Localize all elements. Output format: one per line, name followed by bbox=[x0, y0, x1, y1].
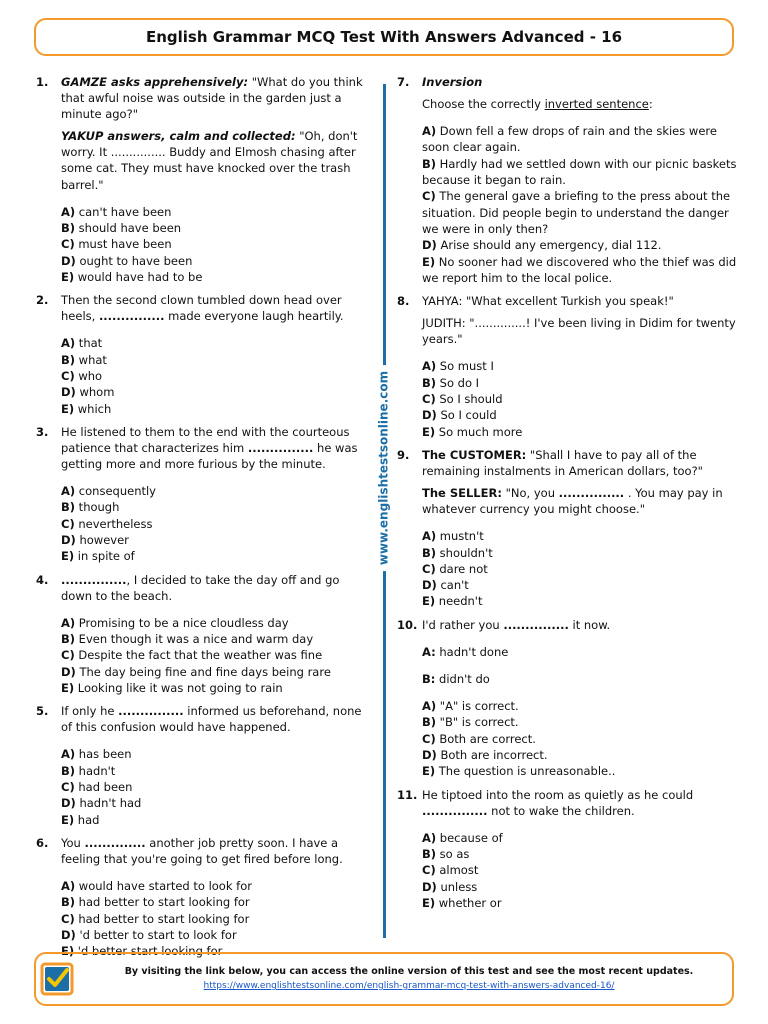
title-box bbox=[34, 18, 734, 56]
option-a[interactable]: A) So must I bbox=[422, 359, 494, 374]
option-d[interactable]: D) So I could bbox=[422, 408, 497, 423]
option-c[interactable]: C) had better to start looking for bbox=[61, 911, 250, 926]
question-number: 10. bbox=[397, 617, 418, 632]
option-c[interactable]: C) almost bbox=[422, 863, 479, 878]
option-c[interactable]: C) dare not bbox=[422, 561, 488, 576]
blank: ............... bbox=[558, 486, 625, 501]
option-c[interactable]: C) Despite the fact that the weather was fine bbox=[61, 648, 323, 663]
options bbox=[422, 358, 737, 439]
question-3: 3. He listened to them to the end with the courteous patience that characterizes him ............... he was getting more and more furious by the minute. A) consequently B) though C) nevertheless D) however E) in spite of bbox=[36, 424, 372, 569]
option-e[interactable]: E) So much more bbox=[422, 424, 523, 439]
speaker: YAKUP answers, calm and collected: bbox=[61, 129, 296, 144]
option-c[interactable]: C) So I should bbox=[422, 392, 503, 407]
option-b[interactable]: B) what bbox=[61, 352, 107, 367]
option-c[interactable]: C) who bbox=[61, 368, 103, 383]
option-e[interactable]: E) needn't bbox=[422, 594, 483, 609]
option-e[interactable]: E) had bbox=[61, 812, 100, 827]
option-e[interactable]: E) which bbox=[61, 401, 112, 416]
question-text: YAHYA: "What excellent Turkish you speak!" bbox=[422, 294, 674, 309]
option-a[interactable]: A) Promising to be a nice cloudless day bbox=[61, 615, 289, 630]
option-a[interactable]: A) can't have been bbox=[61, 204, 172, 219]
options bbox=[61, 335, 372, 416]
question-5: 5. If only he ............... informed us beforehand, none of this confusion would have happened. A) has been B) hadn't C) had been D) hadn't had E) had bbox=[36, 703, 372, 832]
blank: ............... bbox=[503, 617, 569, 632]
question-text: "Oh, don't worry. It ............... Buddy and Elmosh chasing after some cat. They must have knocked over the trash barrel." bbox=[61, 129, 358, 192]
option-a[interactable]: A) consequently bbox=[61, 484, 156, 499]
speaker: The CUSTOMER: bbox=[422, 447, 527, 462]
option-a[interactable]: A) "A" is correct. bbox=[422, 699, 519, 714]
footer-note: By visiting the link below, you can access the online version of this test and see the most recent updates. bbox=[124, 966, 694, 977]
options bbox=[61, 878, 372, 959]
question-4: 4. ..............., I decided to take the day off and go down to the beach. A) Promising to be a nice cloudless day B) Even though it was a nice and warm day C) Despite the fact that the weather was fine D) The day being fine and fine days being rare E) Looking like it was not going to rain bbox=[36, 572, 372, 701]
question-number: 8. bbox=[397, 294, 410, 309]
option-a[interactable]: A) because of bbox=[422, 830, 503, 845]
options bbox=[422, 528, 737, 609]
options bbox=[422, 698, 737, 779]
option-c[interactable]: C) nevertheless bbox=[61, 516, 153, 531]
left-column bbox=[36, 74, 372, 967]
options bbox=[422, 830, 737, 911]
right-column bbox=[397, 74, 737, 918]
option-d[interactable]: D) unless bbox=[422, 879, 478, 894]
option-a[interactable]: A) has been bbox=[61, 747, 132, 762]
option-c[interactable]: C) had been bbox=[61, 780, 133, 795]
question-9: 9. The CUSTOMER: "Shall I have to pay all of the remaining instalments in American dollars, too?" The SELLER: "No, you ............... . You may pay in whatever currency you might choose." A) mustn't B) shouldn't C) dare not D) can't E) needn't bbox=[397, 447, 737, 614]
blank: ............... bbox=[118, 704, 184, 719]
blank: .............. bbox=[84, 835, 146, 850]
option-e[interactable]: E) in spite of bbox=[61, 549, 135, 564]
option-b[interactable]: B) Hardly had we settled down with our picnic baskets because it began to rain. bbox=[422, 156, 737, 188]
page-title: English Grammar MCQ Test With Answers Advanced - 16 bbox=[145, 27, 623, 46]
option-b[interactable]: B) "B" is correct. bbox=[422, 715, 519, 730]
option-e[interactable]: E) No sooner had we discovered who the thief was did we report him to the local police. bbox=[422, 254, 737, 285]
site-watermark: www.englishtestsonline.com bbox=[372, 365, 397, 571]
option-e[interactable]: E) whether or bbox=[422, 895, 502, 910]
question-text: JUDITH: "..............! I've been living in Didim for twenty years." bbox=[422, 316, 736, 347]
question-heading: Inversion bbox=[422, 75, 483, 89]
option-d[interactable]: D) whom bbox=[61, 385, 115, 400]
question-number: 11. bbox=[397, 787, 418, 802]
option-b[interactable]: B) though bbox=[61, 500, 120, 515]
options bbox=[61, 204, 372, 285]
option-c[interactable]: C) must have been bbox=[61, 237, 172, 252]
option-d[interactable]: D) Both are incorrect. bbox=[422, 747, 548, 762]
question-number: 1. bbox=[36, 75, 49, 89]
option-d[interactable]: D) however bbox=[61, 532, 129, 547]
option-e[interactable]: E) 'd better start looking for bbox=[61, 944, 223, 959]
question-number: 7. bbox=[397, 75, 410, 89]
footer-box bbox=[34, 952, 734, 1006]
speaker: GAMZE asks apprehensively: bbox=[61, 75, 249, 89]
option-a[interactable]: A) would have started to look for bbox=[61, 879, 252, 894]
options bbox=[61, 483, 372, 564]
blank: ............... bbox=[61, 572, 127, 587]
option-e[interactable]: E) Looking like it was not going to rain bbox=[61, 680, 283, 695]
option-b[interactable]: B) had better to start looking for bbox=[61, 895, 250, 910]
option-b[interactable]: B) should have been bbox=[61, 220, 182, 235]
option-d[interactable]: D) ought to have been bbox=[61, 253, 193, 268]
question-7: 7. Inversion Choose the correctly inverted sentence: A) Down fell a few drops of rain and the skies were soon clear again. B) Hardly had we settled down with our picnic baskets because it began to rain. C) The general gave a briefing to the press about the situation. Did people begin to understand the danger we were in only then? D) Arise should any emergency, dial 112. E) No sooner had we discovered who the thief was did we report him to the local police. bbox=[397, 74, 737, 290]
option-a[interactable]: A) that bbox=[61, 336, 103, 351]
option-e[interactable]: E) The question is unreasonable.. bbox=[422, 764, 616, 779]
option-d[interactable]: D) The day being fine and fine days being rare bbox=[61, 664, 331, 679]
question-number: 3. bbox=[36, 424, 49, 439]
option-d[interactable]: D) can't bbox=[422, 578, 469, 593]
speaker: The SELLER: bbox=[422, 486, 502, 501]
checkbox-check-icon bbox=[40, 962, 74, 996]
options bbox=[61, 746, 372, 827]
question-2: 2. Then the second clown tumbled down head over heels, ............... made everyone laugh heartily. A) that B) what C) who D) whom E) which bbox=[36, 292, 372, 421]
option-a[interactable]: A) Down fell a few drops of rain and the skies were soon clear again. bbox=[422, 124, 717, 155]
option-b[interactable]: B) shouldn't bbox=[422, 545, 493, 560]
question-number: 5. bbox=[36, 704, 49, 719]
option-b[interactable]: B) Even though it was a nice and warm day bbox=[61, 632, 314, 647]
blank: ............... bbox=[422, 803, 488, 818]
option-b[interactable]: B) so as bbox=[422, 847, 470, 862]
options bbox=[61, 615, 372, 696]
option-d[interactable]: D) hadn't had bbox=[61, 796, 142, 811]
question-number: 4. bbox=[36, 572, 49, 587]
question-6: 6. You .............. another job pretty soon. I have a feeling that you're going to get fired before long. A) would have started to look for B) had better to start looking for C) had better to start looking for D) 'd better to start to look for E) 'd better start looking for bbox=[36, 835, 372, 964]
option-a[interactable]: A) mustn't bbox=[422, 529, 484, 544]
option-b[interactable]: B) hadn't bbox=[61, 763, 116, 778]
question-number: 6. bbox=[36, 835, 49, 850]
question-number: 9. bbox=[397, 447, 410, 462]
options bbox=[422, 123, 737, 286]
question-8 bbox=[397, 293, 737, 444]
question-number: 2. bbox=[36, 293, 49, 308]
option-e[interactable]: E) would have had to be bbox=[61, 269, 203, 284]
option-c[interactable]: C) The general gave a briefing to the press about the situation. Did people begin to understand the danger we were in only then? bbox=[422, 189, 731, 236]
online-test-link[interactable]: https://www.englishtestsonline.com/english-grammar-mcq-test-with-answers-advanced-16/ bbox=[203, 981, 615, 991]
option-d[interactable]: D) Arise should any emergency, dial 112. bbox=[422, 238, 662, 253]
question-10: 10. I'd rather you ............... it now. A: hadn't done B: didn't do A) "A" is correct. B) "B" is correct. C) Both are correct. D) Both are incorrect. E) The question is unreasonable.. bbox=[397, 617, 737, 784]
option-d[interactable]: D) 'd better to start to look for bbox=[61, 928, 237, 942]
question-text: "What do you think that awful noise was outside in the garden just a minute ago?" bbox=[61, 75, 363, 122]
option-b[interactable]: B) So do I bbox=[422, 375, 480, 390]
question-11: 11. He tiptoed into the room as quietly as he could ............... not to wake the children. A) because of B) so as C) almost D) unless E) whether or bbox=[397, 787, 737, 916]
option-c[interactable]: C) Both are correct. bbox=[422, 731, 536, 746]
question-1 bbox=[36, 74, 372, 289]
blank: ............... bbox=[247, 440, 314, 455]
blank: ............... bbox=[98, 309, 165, 324]
